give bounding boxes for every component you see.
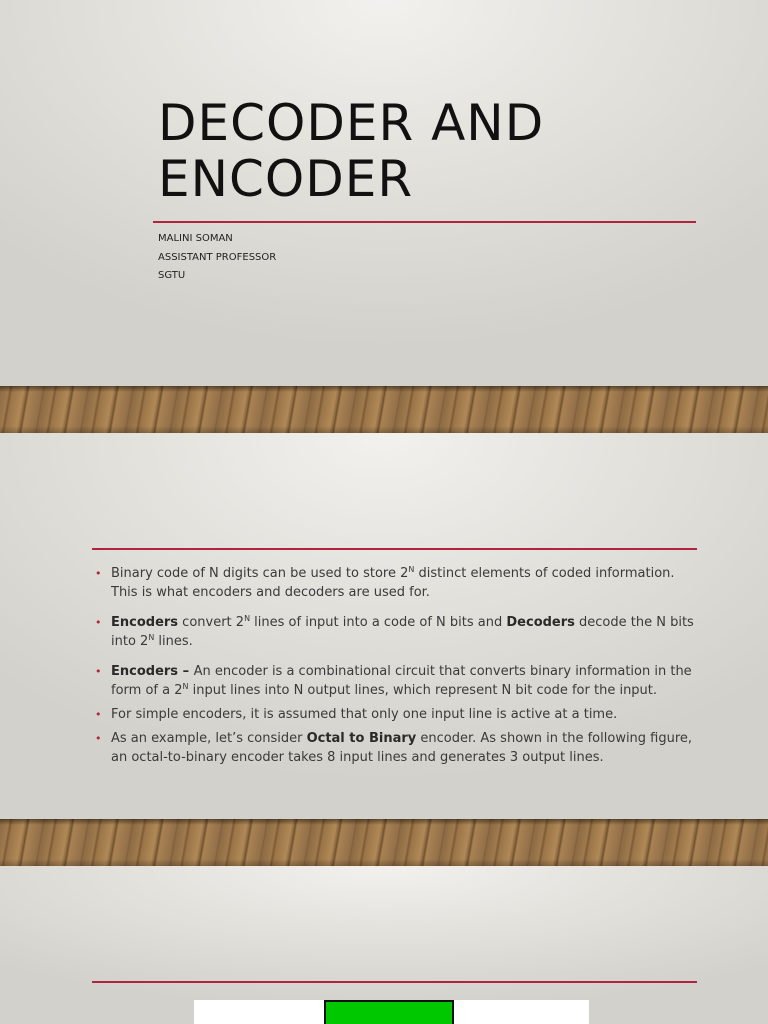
slide-title-heading	[158, 95, 544, 207]
bullet-text: As an example, let’s consider	[111, 731, 307, 746]
bullet-item	[95, 662, 695, 700]
bold-term: Decoders	[506, 615, 575, 630]
bold-term: Encoders –	[111, 664, 194, 679]
bullet-text: An encoder is a combinational circuit that converts binary information in the form of a 2	[111, 664, 692, 698]
title-line-2: ENCODER	[158, 150, 414, 208]
bullet-text: decode the N bits into 2	[111, 615, 694, 649]
wood-floor-2	[0, 819, 768, 866]
bullet-marker: •	[95, 665, 102, 678]
bullet-text: lines.	[154, 634, 193, 649]
bullet-item	[95, 564, 695, 602]
bullet-list	[95, 564, 695, 767]
superscript: N	[182, 682, 189, 691]
title-line-1: DECODER AND	[158, 94, 545, 152]
author-block	[158, 230, 276, 286]
bullet-text: convert 2	[178, 615, 245, 630]
bullet-text: For simple encoders, it is assumed that only one input line is active at a time.	[111, 707, 618, 722]
author-institution: SGTU	[158, 270, 186, 281]
bullet-text: input lines into N output lines, which represent N bit code for the input.	[188, 683, 658, 698]
bullet-marker: •	[95, 616, 102, 629]
bullet-text: Binary code of N digits can be used to store 2	[111, 566, 409, 581]
bullet-text: lines of input into a code of N bits and	[250, 615, 507, 630]
wood-floor-1	[0, 386, 768, 433]
author-name: MALINI SOMAN	[158, 233, 233, 244]
superscript: N	[408, 565, 415, 574]
bullet-marker: •	[95, 708, 102, 721]
title-divider	[153, 221, 696, 223]
bold-term: Encoders	[111, 615, 179, 630]
superscript: N	[244, 614, 251, 623]
bullet-item	[95, 705, 695, 724]
bullet-text: distinct elements of coded information. This is what encoders and decoders are used for.	[111, 566, 675, 600]
figure-divider	[92, 981, 697, 983]
superscript: N	[148, 633, 155, 642]
slide-title	[0, 0, 768, 386]
bold-term: Octal to Binary	[306, 731, 417, 746]
encoder-block	[324, 1000, 454, 1024]
content-divider	[92, 548, 697, 550]
bullet-marker: •	[95, 732, 102, 745]
bullet-item	[95, 729, 695, 767]
bullet-item	[95, 613, 695, 651]
bullet-marker: •	[95, 567, 102, 580]
author-designation: ASSISTANT PROFESSOR	[158, 251, 277, 263]
bullet-text: encoder. As shown in the following figure, an octal-to-binary encoder takes 8 input lines and generates 3 output lines.	[111, 731, 693, 765]
